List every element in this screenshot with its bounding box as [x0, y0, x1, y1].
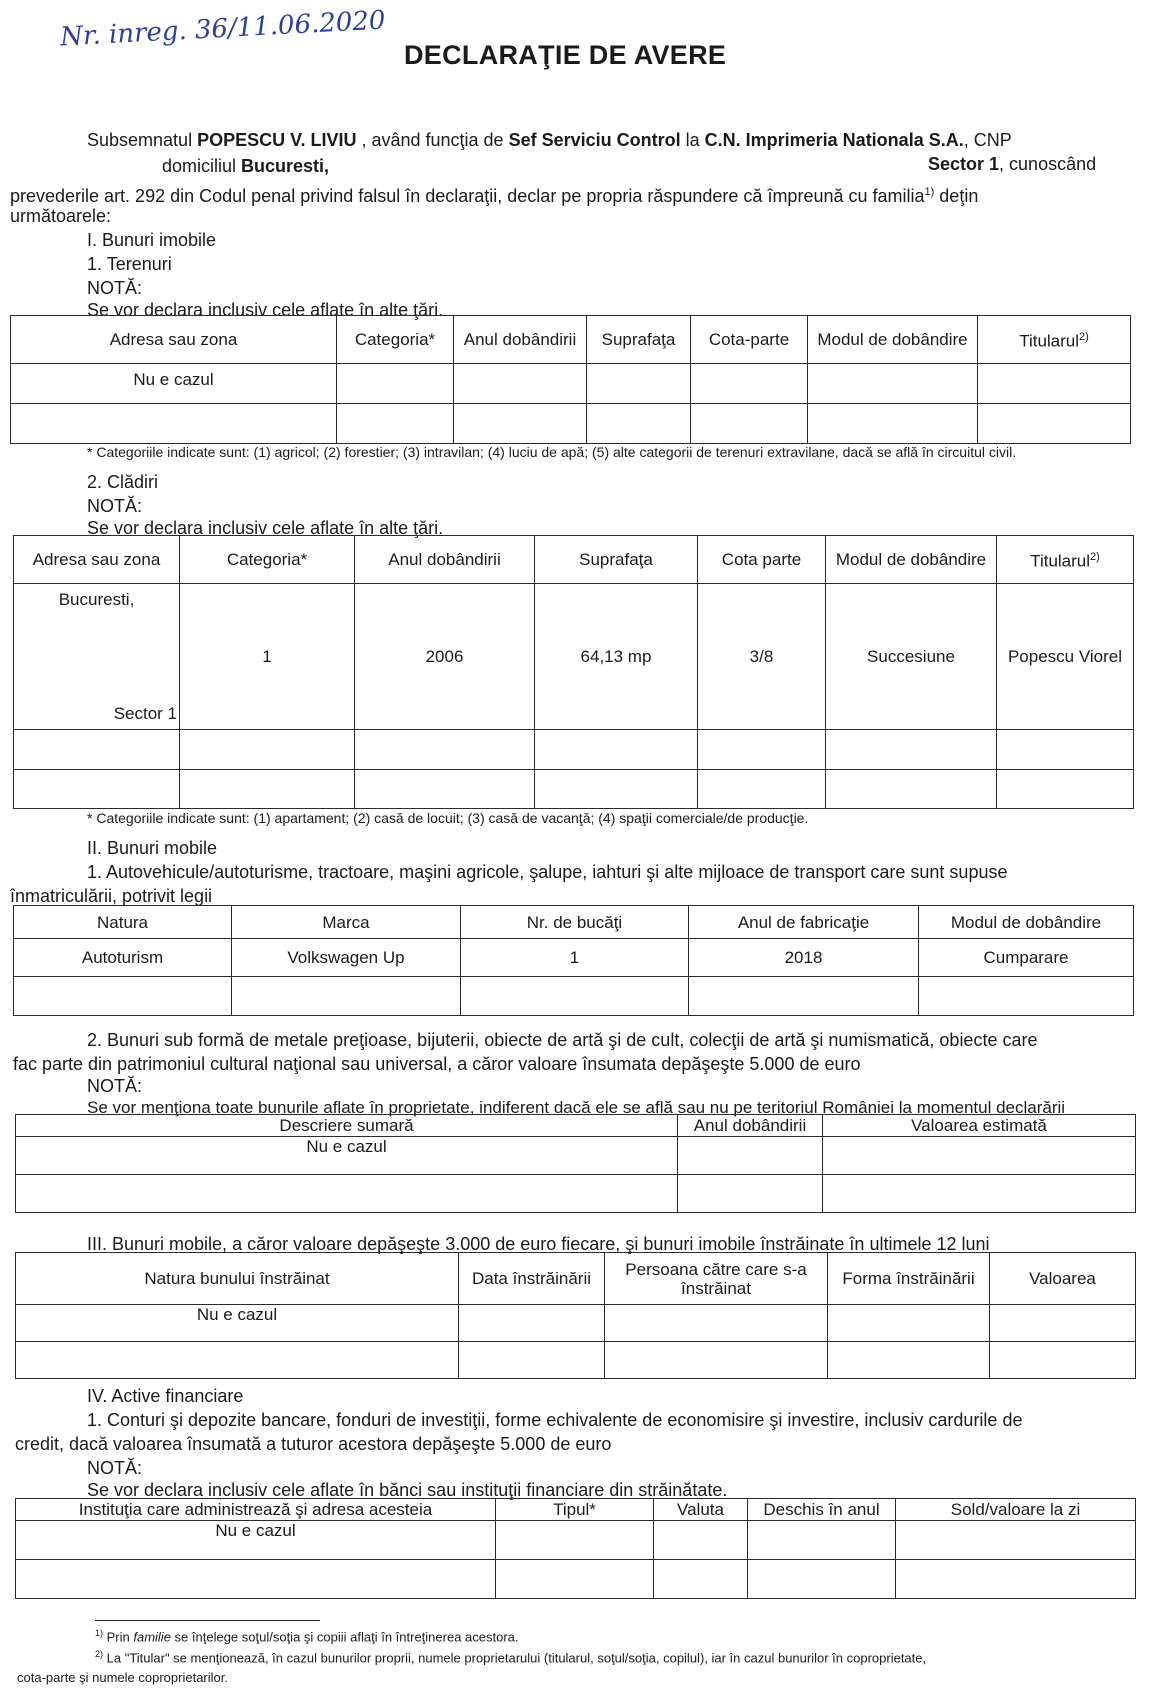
buildings-col-category: Categoria* [180, 536, 355, 584]
domicile-sector: Sector 1 [928, 154, 1000, 174]
accounts-col-currency: Valuta [654, 1499, 748, 1521]
table-row [14, 584, 1134, 730]
table-cell [14, 977, 232, 1016]
buildings-col-year: Anul dobândirii [355, 536, 535, 584]
building-address-city: Bucuresti, [58, 590, 135, 609]
land-nota-text: Se vor declara inclusiv cele aflate în alte ţări. [87, 300, 444, 320]
intro-line-1 [87, 128, 1012, 152]
table-cell [828, 1305, 990, 1342]
alienated-table [15, 1252, 1136, 1379]
table-cell [14, 730, 180, 770]
table-row [16, 1175, 1136, 1213]
buildings-table [13, 535, 1134, 809]
table-cell [823, 1175, 1136, 1213]
table-row [14, 730, 1134, 770]
accounts-row1-institution: Nu e cazul [16, 1521, 496, 1560]
footnote-2-mark: 2) [95, 1649, 104, 1659]
land-col-owner [978, 316, 1131, 364]
table-cell [826, 770, 997, 809]
table-cell [978, 364, 1131, 404]
table-cell [990, 1342, 1136, 1379]
alienated-header-row [16, 1253, 1136, 1305]
vehicle-brand: Volkswagen Up [232, 939, 461, 977]
alienated-col-nature: Natura bunului înstrăinat [16, 1253, 459, 1305]
precious-table [15, 1114, 1136, 1213]
accounts-col-institution: Instituţia care administrează şi adresa acesteia [16, 1499, 496, 1521]
section-buildings-heading: 2. Clădiri [87, 472, 159, 492]
accounts-nota-label: NOTĂ: [87, 1458, 143, 1478]
table-cell [535, 730, 698, 770]
intro-line3-end: deţin [934, 186, 979, 206]
table-cell [459, 1305, 605, 1342]
accounts-col-balance: Sold/valoare la zi [896, 1499, 1136, 1521]
vehicles-col-count: Nr. de bucăţi [461, 906, 689, 939]
vehicles-col-type: Natura [14, 906, 232, 939]
precious-heading-line2: fac parte din patrimoniul cultural naţional sau universal, a căror valoare însumata depăşeşte 5.000 de euro [13, 1054, 861, 1074]
table-cell [232, 977, 461, 1016]
precious-row1-description: Nu e cazul [16, 1137, 678, 1175]
table-row [16, 1342, 1136, 1379]
footnote-1-emphasis: familie [133, 1629, 171, 1645]
vehicle-count: 1 [461, 939, 689, 977]
accounts-heading-line1: 1. Conturi şi depozite bancare, fonduri de investiţii, forme echivalente de economisire şi investire, inclusiv cardurile de [87, 1410, 1023, 1430]
table-cell [689, 977, 919, 1016]
buildings-owner-label: Titularul [1030, 551, 1091, 571]
accounts-nota-text: Se vor declara inclusiv cele aflate în bănci sau instituţii financiare din străinătate. [87, 1480, 728, 1500]
intro-domicile [162, 154, 329, 178]
table-cell [337, 404, 454, 444]
table-cell [826, 730, 997, 770]
declarant-name: POPESCU V. LIVIU [197, 130, 357, 150]
table-cell [496, 1521, 654, 1560]
section-movable-heading: II. Bunuri mobile [87, 838, 218, 858]
alienated-col-date: Data înstrăinării [459, 1253, 605, 1305]
table-cell [337, 364, 454, 404]
land-row1-address: Nu e cazul [11, 364, 337, 404]
table-cell [823, 1137, 1136, 1175]
table-row [11, 404, 1131, 444]
table-cell [587, 404, 691, 444]
table-cell [180, 770, 355, 809]
building-year: 2006 [355, 584, 535, 730]
table-cell [748, 1521, 896, 1560]
table-cell [355, 770, 535, 809]
table-cell [180, 730, 355, 770]
footnote-1 [95, 1628, 519, 1644]
vehicle-type: Autoturism [14, 939, 232, 977]
footnote-separator [95, 1620, 320, 1621]
table-cell [808, 364, 978, 404]
precious-col-value: Valoarea estimată [823, 1115, 1136, 1137]
table-cell [678, 1137, 823, 1175]
land-col-address: Adresa sau zona [11, 316, 337, 364]
vehicles-table [13, 905, 1134, 1016]
vehicle-year: 2018 [689, 939, 919, 977]
building-share: 3/8 [698, 584, 826, 730]
table-cell [808, 404, 978, 444]
footnote-1-post: se înţelege soţul/soţia şi copiii aflaţi în întreţinerea acestora. [170, 1629, 519, 1645]
intro-line3-text: prevederile art. 292 din Codul penal privind falsul în declaraţii, declar pe propria răspundere că împreună cu familia [10, 186, 925, 206]
land-col-category: Categoria* [337, 316, 454, 364]
table-cell [997, 770, 1134, 809]
vehicles-header-row [14, 906, 1134, 939]
table-cell [654, 1521, 748, 1560]
building-category: 1 [180, 584, 355, 730]
vehicles-heading-line1: 1. Autovehicule/autoturisme, tractoare, maşini agricole, şalupe, iahturi şi alte mijloace de transport care sunt supuse [87, 862, 1008, 882]
alienated-heading: III. Bunuri mobile, a căror valoare depăşeşte 3.000 de euro fiecare, şi bunuri imobile înstrăinate în ultimele 12 luni [87, 1234, 990, 1254]
alienated-col-value: Valoarea [990, 1253, 1136, 1305]
table-cell [454, 364, 587, 404]
alienated-col-form: Forma înstrăinării [828, 1253, 990, 1305]
intro-t3: , CNP [963, 130, 1012, 150]
land-category-footnote: * Categoriile indicate sunt: (1) agricol; (2) forestier; (3) intravilan; (4) luciu de apă; (5) alte categorii de terenuri extravilane, dacă se află în circuitul civil. [87, 444, 1017, 460]
vehicles-heading-line2: înmatriculării, potrivit legii [10, 886, 213, 906]
table-cell [605, 1305, 828, 1342]
land-owner-footnote-ref: 2) [1079, 331, 1089, 344]
table-cell [654, 1560, 748, 1599]
table-cell [691, 364, 808, 404]
financial-heading: IV. Active financiare [87, 1386, 244, 1406]
accounts-col-type: Tipul* [496, 1499, 654, 1521]
table-cell [605, 1342, 828, 1379]
table-cell [896, 1521, 1136, 1560]
table-cell [978, 404, 1131, 444]
land-table [10, 315, 1131, 444]
domicile-label: domiciliul [162, 156, 242, 176]
building-owner: Popescu Viorel [997, 584, 1134, 730]
precious-header-row [16, 1115, 1136, 1137]
land-col-area: Suprafaţa [587, 316, 691, 364]
table-cell [459, 1342, 605, 1379]
building-address-sector: Sector 1 [113, 704, 177, 723]
buildings-nota-text: Se vor declara inclusiv cele aflate în alte ţări. [87, 518, 444, 538]
vehicles-col-year: Anul de fabricaţie [689, 906, 919, 939]
buildings-col-share: Cota parte [698, 536, 826, 584]
accounts-heading-line2: credit, dacă valoarea însumată a tuturor acestora depăşeşte 5.000 de euro [15, 1434, 612, 1454]
table-cell [896, 1560, 1136, 1599]
table-cell [997, 730, 1134, 770]
table-row [11, 364, 1131, 404]
table-cell [748, 1560, 896, 1599]
building-area: 64,13 mp [535, 584, 698, 730]
table-cell [678, 1175, 823, 1213]
building-mode: Succesiune [826, 584, 997, 730]
land-nota-label: NOTĂ: [87, 278, 143, 298]
buildings-row1-address [14, 584, 180, 730]
table-row [14, 939, 1134, 977]
table-cell [691, 404, 808, 444]
alienated-col-person: Persoana către care s-a înstrăinat [605, 1253, 828, 1305]
table-cell [355, 730, 535, 770]
footnote-1-mark: 1) [95, 1628, 104, 1638]
intro-t4: , cunoscând [999, 154, 1097, 174]
declarant-institution: C.N. Imprimeria Nationala S.A. [704, 130, 964, 150]
intro-t1: , având funcţia de [356, 130, 509, 150]
table-cell [535, 770, 698, 809]
table-cell [14, 770, 180, 809]
table-row [14, 977, 1134, 1016]
table-row [16, 1137, 1136, 1175]
precious-col-description: Descriere sumară [16, 1115, 678, 1137]
declarant-function: Sef Serviciu Control [508, 130, 681, 150]
accounts-col-opened: Deschis în anul [748, 1499, 896, 1521]
buildings-header-row [14, 536, 1134, 584]
buildings-col-owner [997, 536, 1134, 584]
table-row [14, 770, 1134, 809]
vehicles-col-brand: Marca [232, 906, 461, 939]
table-row [16, 1560, 1136, 1599]
vehicles-col-mode: Modul de dobândire [919, 906, 1134, 939]
land-col-share: Cota-parte [691, 316, 808, 364]
land-owner-label: Titularul [1019, 331, 1080, 351]
precious-heading-line1: 2. Bunuri sub formă de metale preţioase, bijuterii, obiecte de artă şi de cult, colecţii de artă şi numismatică, obiecte care [87, 1030, 1038, 1050]
buildings-category-footnote: * Categoriile indicate sunt: (1) apartament; (2) casă de locuit; (3) casă de vacanţă; (4) spaţii comerciale/de producţie. [87, 810, 809, 826]
vehicle-mode: Cumparare [919, 939, 1134, 977]
footnote-2-line2: cota-parte şi numele coproprietarilor. [17, 1670, 228, 1685]
land-col-mode: Modul de dobândire [808, 316, 978, 364]
footnote-ref-1: 1) [924, 186, 935, 198]
land-header-row [11, 316, 1131, 364]
intro-line-4: următoarele: [10, 206, 112, 226]
intro-prefix: Subsemnatul [87, 130, 198, 150]
table-cell [828, 1342, 990, 1379]
alienated-row1-nature: Nu e cazul [16, 1305, 459, 1342]
section-land-heading: 1. Terenuri [87, 254, 172, 274]
footnote-1-pre: Prin [103, 1629, 134, 1645]
land-col-year: Anul dobândirii [454, 316, 587, 364]
table-cell [698, 770, 826, 809]
buildings-owner-footnote-ref: 2) [1090, 551, 1100, 564]
document-title: DECLARAŢIE DE AVERE [404, 40, 727, 70]
table-cell [461, 977, 689, 1016]
section-immovable-heading: I. Bunuri imobile [87, 230, 217, 250]
table-cell [698, 730, 826, 770]
intro-line-3 [10, 180, 978, 208]
table-cell [496, 1560, 654, 1599]
table-cell [16, 1560, 496, 1599]
table-cell [919, 977, 1134, 1016]
precious-nota-label: NOTĂ: [87, 1076, 143, 1096]
table-cell [587, 364, 691, 404]
buildings-col-mode: Modul de dobândire [826, 536, 997, 584]
domicile-city: Bucuresti, [241, 156, 330, 176]
buildings-nota-label: NOTĂ: [87, 496, 143, 516]
footnote-2-line1 [95, 1649, 926, 1665]
intro-sector [928, 152, 1096, 176]
intro-t2: la [680, 130, 705, 150]
handwritten-registration-number: Nr. inreg. 36/11.06.2020 [59, 5, 387, 53]
buildings-col-area: Suprafaţa [535, 536, 698, 584]
table-cell [454, 404, 587, 444]
table-row [16, 1305, 1136, 1342]
table-cell [16, 1175, 678, 1213]
table-cell [990, 1305, 1136, 1342]
footnote-2-text: La "Titular" se menţionează, în cazul bunurilor proprii, numele proprietarului (titularul, soţul/soţia, copilul), iar în cazul bunurilor în coproprietate, [103, 1650, 927, 1666]
precious-nota-text: Se vor menţiona toate bunurile aflate în proprietate, indiferent dacă ele se află sau nu pe teritoriul României la momentul declarării [87, 1098, 1066, 1117]
precious-col-year: Anul dobândirii [678, 1115, 823, 1137]
table-cell [16, 1342, 459, 1379]
accounts-header-row [16, 1499, 1136, 1521]
accounts-table [15, 1498, 1136, 1599]
table-row [16, 1521, 1136, 1560]
buildings-col-address: Adresa sau zona [14, 536, 180, 584]
table-cell [11, 404, 337, 444]
